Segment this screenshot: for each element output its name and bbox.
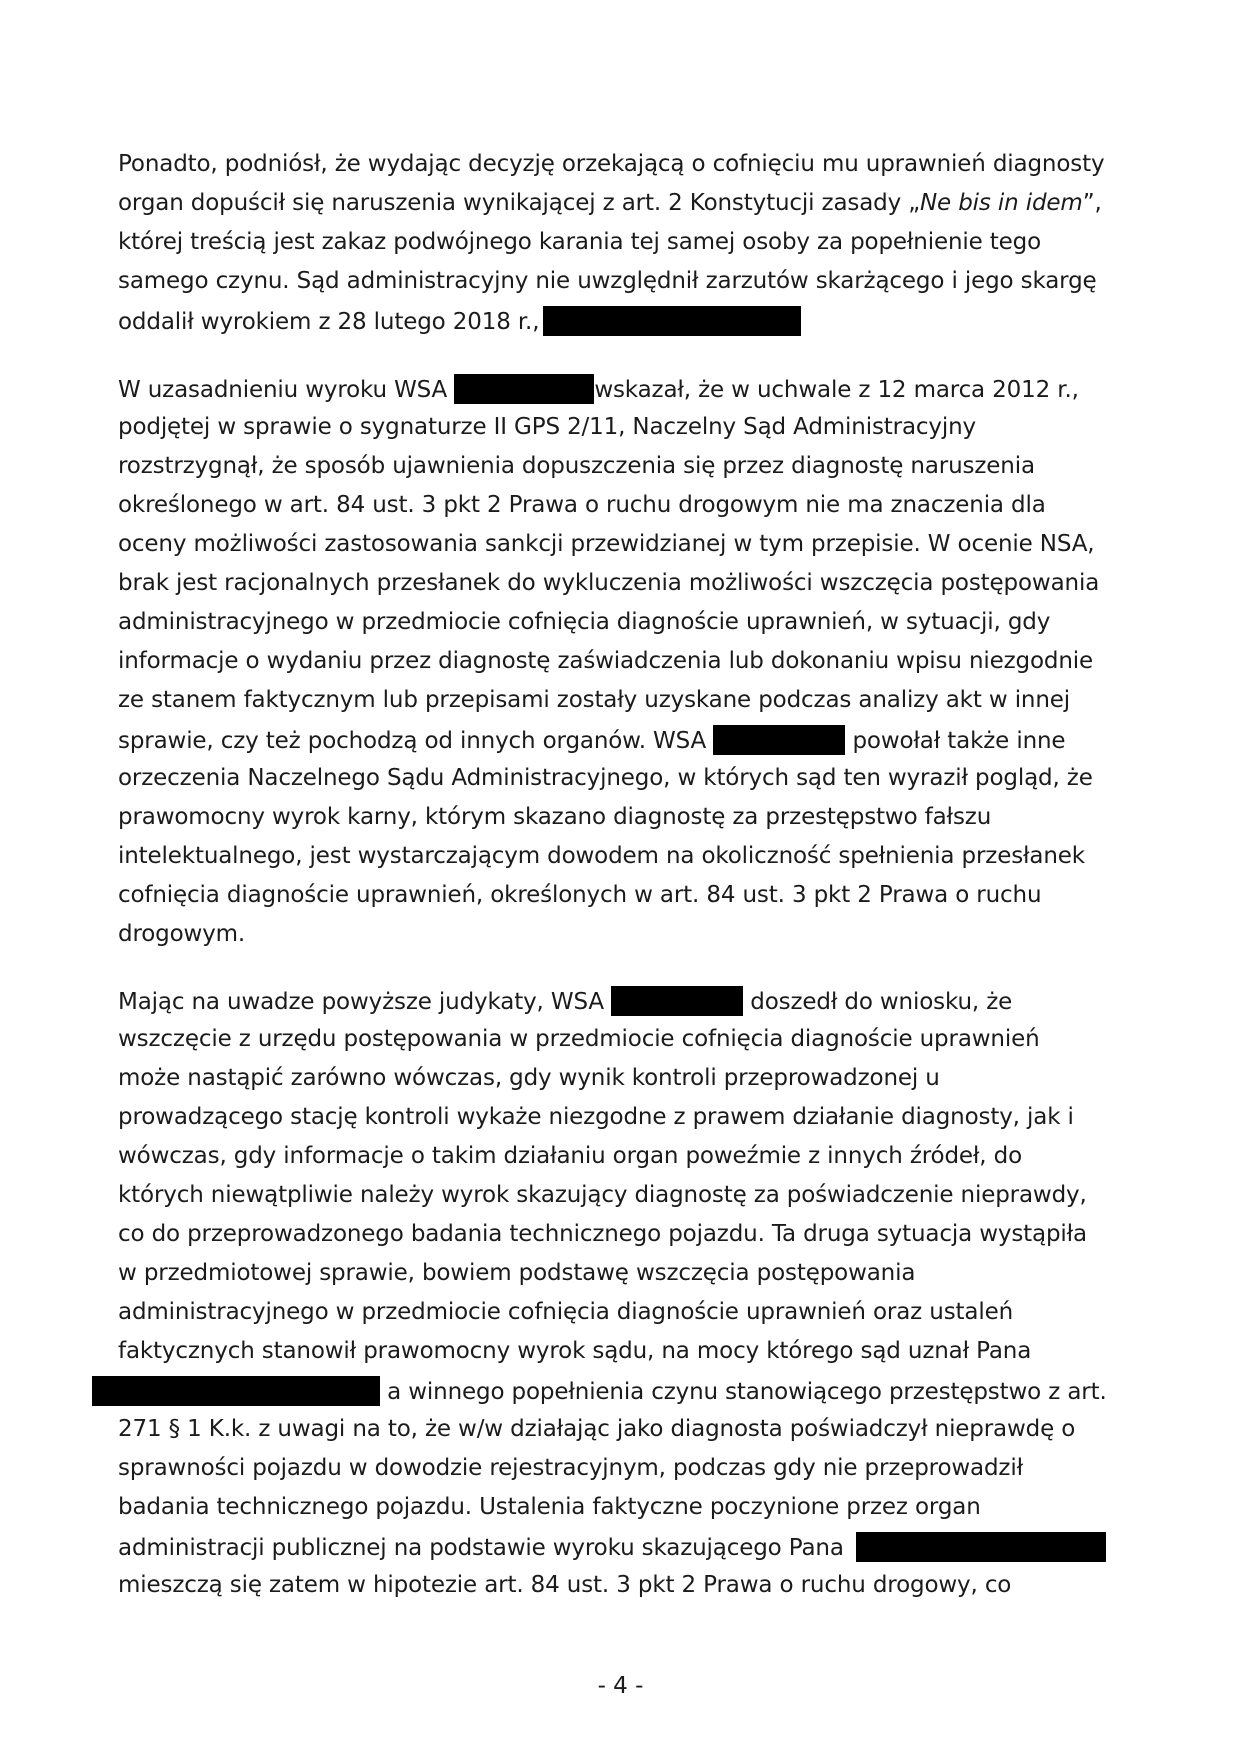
text-span: sprawie, czy też pochodzą od innych organów. WSA xyxy=(118,728,714,754)
text-line: może nastąpić zarówno wówczas, gdy wynik kontroli przeprowadzonej u xyxy=(118,1065,940,1091)
text-line: intelektualnego, jest wystarczającym dowodem na okoliczność spełnienia przesłanek xyxy=(118,843,1085,869)
text-line: drogowym. xyxy=(118,921,246,947)
text-line: rozstrzygnął, że sposób ujawnienia dopuszczenia się przez diagnostę naruszenia xyxy=(118,453,1035,479)
text-line: informacje o wydaniu przez diagnostę zaświadczenia lub dokonaniu wpisu niezgodnie xyxy=(118,648,1094,674)
text-line: samego czynu. Sąd administracyjny nie uwzględnił zarzutów skarżącego i jego skargę xyxy=(118,268,1097,294)
text-span: organ dopuścił się naruszenia wynikającej z art. 2 Konstytucji zasady „ xyxy=(118,190,920,216)
text-line: 271 § 1 K.k. z uwagi na to, że w/w działając jako diagnosta poświadczył nieprawdę o xyxy=(118,1416,1076,1442)
text-span: doszedł do wniosku, że xyxy=(743,989,1013,1015)
text-line xyxy=(118,725,1065,755)
text-line: wówczas, gdy informacje o takim działaniu organ poweźmie z innych źródeł, do xyxy=(118,1143,1022,1169)
text-line: co do przeprowadzonego badania technicznego pojazdu. Ta druga sytuacja wystąpiła xyxy=(118,1221,1087,1247)
text-span: W uzasadnieniu wyroku WSA xyxy=(118,377,455,403)
text-line: której treścią jest zakaz podwójnego karania tej samej osoby za popełnienie tego xyxy=(118,229,1042,255)
text-span: a winnego popełnienia czynu stanowiącego przestępstwo z art. xyxy=(380,1379,1107,1405)
text-line: administracyjnego w przedmiocie cofnięcia diagnoście uprawnień oraz ustaleń xyxy=(118,1299,1014,1325)
latin-maxim: Ne bis in idem xyxy=(920,190,1083,216)
text-line: Ponadto, podniósł, że wydając decyzję orzekającą o cofnięciu mu uprawnień diagnosty xyxy=(118,151,1105,177)
text-line: oceny możliwości zastosowania sankcji przewidzianej w tym przepisie. W ocenie NSA, xyxy=(118,531,1095,557)
text-line: określonego w art. 84 ust. 3 pkt 2 Prawa o ruchu drogowym nie ma znaczenia dla xyxy=(118,492,1046,518)
text-line: w przedmiotowej sprawie, bowiem podstawę wszczęcia postępowania xyxy=(118,1260,916,1286)
redaction-bar xyxy=(543,306,801,336)
redaction-bar xyxy=(611,986,743,1016)
text-line: podjętej w sprawie o sygnaturze II GPS 2/11, Naczelny Sąd Administracyjny xyxy=(118,414,976,440)
text-line: sprawności pojazdu w dowodzie rejestracyjnym, podczas gdy nie przeprowadził xyxy=(118,1455,1023,1481)
page-number: - 4 - xyxy=(597,1673,644,1699)
text-line: ze stanem faktycznym lub przepisami zostały uzyskane podczas analizy akt w innej xyxy=(118,687,1071,713)
text-span: Mając na uwadze powyższe judykaty, WSA xyxy=(118,989,612,1015)
text-span: ”, xyxy=(1082,190,1102,216)
text-line: brak jest racjonalnych przesłanek do wykluczenia możliwości wszczęcia postępowania xyxy=(118,570,1100,596)
text-line xyxy=(118,306,801,336)
text-line: prowadzącego stację kontroli wykaże niezgodne z prawem działanie diagnosty, jak i xyxy=(118,1104,1074,1130)
text-line: orzeczenia Naczelnego Sądu Administracyjnego, w których sąd ten wyraził pogląd, że xyxy=(118,765,1093,791)
redaction-bar xyxy=(713,725,845,755)
redaction-bar xyxy=(454,374,594,404)
text-line: mieszczą się zatem w hipotezie art. 84 ust. 3 pkt 2 Prawa o ruchu drogowy, co xyxy=(118,1572,1012,1598)
text-line: administracyjnego w przedmiocie cofnięcia diagnoście uprawnień, w sytuacji, gdy xyxy=(118,609,1051,635)
text-line: prawomocny wyrok karny, którym skazano diagnostę za przestępstwo fałszu xyxy=(118,804,992,830)
text-line: których niewątpliwie należy wyrok skazujący diagnostę za poświadczenie nieprawdy, xyxy=(118,1182,1087,1208)
text-line xyxy=(118,189,1102,217)
text-line xyxy=(118,374,1079,404)
text-span: oddalił wyrokiem z 28 lutego 2018 r., xyxy=(118,309,540,335)
text-span: wskazał, że w uchwale z 12 marca 2012 r., xyxy=(594,377,1079,403)
redaction-bar xyxy=(92,1376,380,1406)
text-line: badania technicznego pojazdu. Ustalenia faktyczne poczynione przez organ xyxy=(118,1494,981,1520)
text-line xyxy=(118,1532,1106,1562)
text-line: cofnięcia diagnoście uprawnień, określonych w art. 84 ust. 3 pkt 2 Prawa o ruchu xyxy=(118,882,1042,908)
text-line xyxy=(118,986,1012,1016)
text-span: administracji publicznej na podstawie wyroku skazującego Pana xyxy=(118,1535,844,1561)
text-line: wszczęcie z urzędu postępowania w przedmiocie cofnięcia diagnoście uprawnień xyxy=(118,1026,1040,1052)
text-line: faktycznych stanowił prawomocny wyrok sądu, na mocy którego sąd uznał Pana xyxy=(118,1338,1032,1364)
redaction-bar xyxy=(856,1532,1106,1562)
text-line xyxy=(92,1376,1107,1406)
text-span: powołał także inne xyxy=(845,728,1066,754)
